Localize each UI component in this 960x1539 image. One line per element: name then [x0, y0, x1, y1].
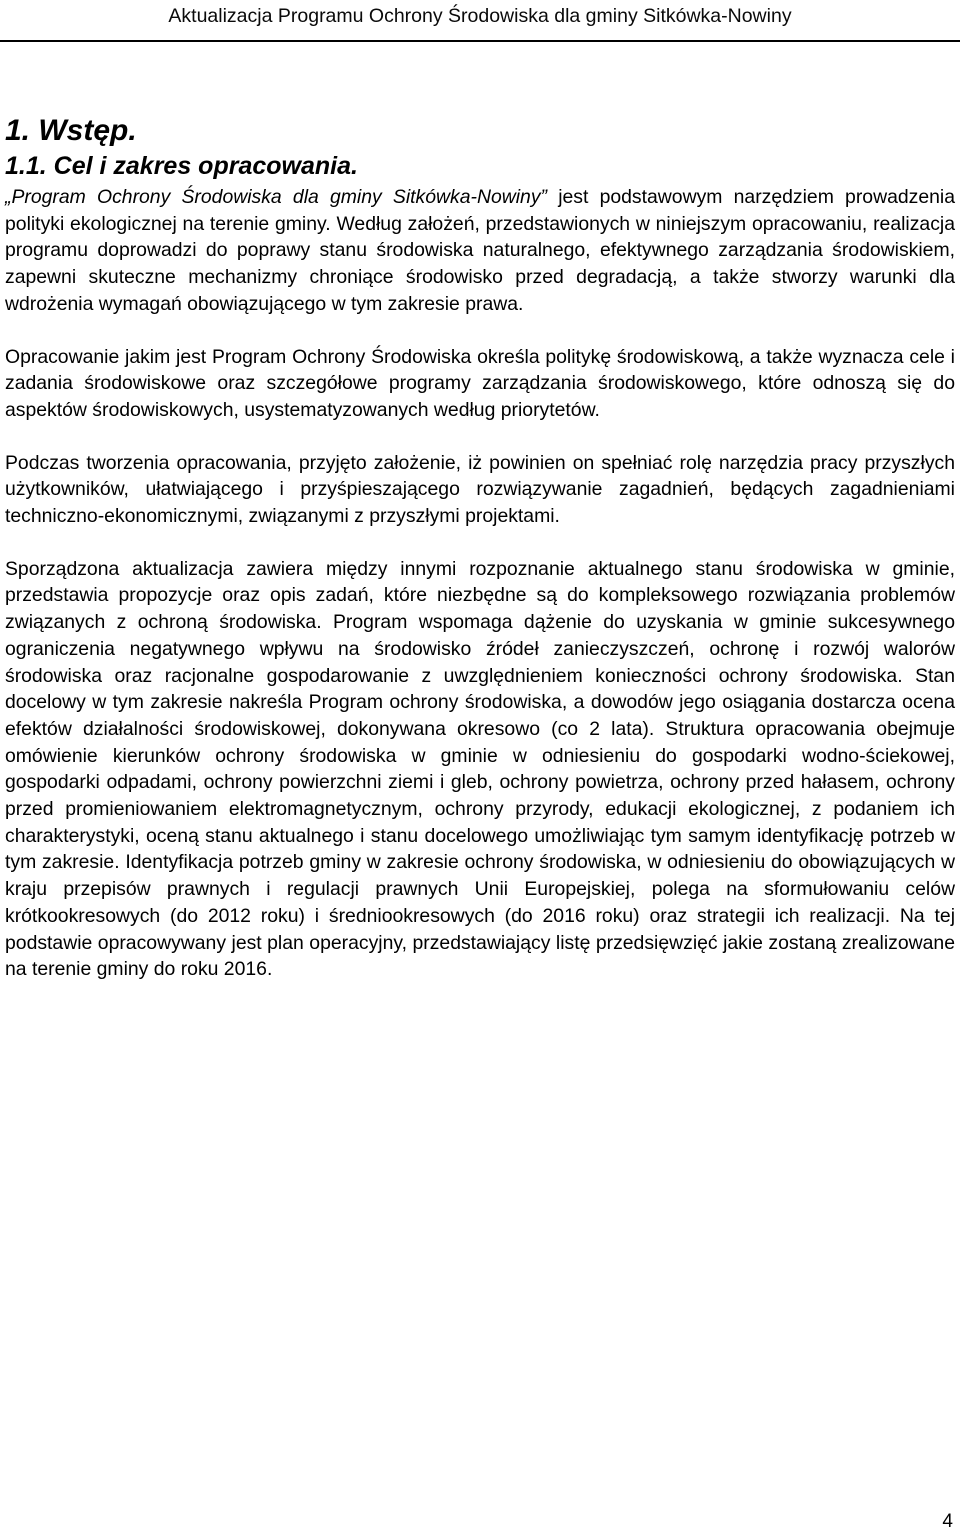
- program-title-quote: „Program Ochrony Środowiska dla gminy Sitkówka-Nowiny”: [5, 186, 547, 208]
- document-body: [5, 112, 955, 1009]
- section-heading: 1.1. Cel i zakres opracowania.: [5, 152, 358, 180]
- paragraph-2: Opracowanie jakim jest Program Ochrony Środowiska określa politykę środowiskową, a także wyznacza cele i zadania środowiskowe oraz szczegółowe programy zarządzania środowiskowego, które odnoszą się do aspektów środowiskowych, usystematyzowanych według priorytetów.: [5, 345, 955, 421]
- running-header: Aktualizacja Programu Ochrony Środowiska dla gminy Sitkówka-Nowiny: [168, 5, 792, 27]
- paragraph-1: [5, 184, 955, 318]
- chapter-heading: 1. Wstęp.: [5, 114, 137, 147]
- paragraph-4: Sporządzona aktualizacja zawiera między innymi rozpoznanie aktualnego stanu środowiska w gminie, przedstawia propozycje oraz opis zadań, które niezbędne są do kompleksowego rozwiązania problemów związanych z ochroną środowiska. Program wspomaga dążenie do uzyskania w gminie sukcesywnego ograniczenia negatywnego wpływu na środowisko źródeł zanieczyszczeń, ochronę i rozwój walorów środowiska oraz racjonalne gospodarowanie z uwzględnieniem konieczności ochrony środowiska. Stan docelowy w tym zakresie nakreśla Program ochrony środowiska, a dowodów jego osiągania dostarcza ocena efektów działalności środowiskowej, dokonywana okresowo (co 2 lata). Struktura opracowania obejmuje omówienie kierunków ochrony środowiska w gminie w odniesieniu do gospodarki wodno-ściekowej, gospodarki odpadami, ochrony powierzchni ziemi i gleb, ochrony powietrza, ochrony przed hałasem, ochrony przed promieniowaniem elektromagnetycznym, ochrony przyrody, edukacji ekologicznej, z podaniem ich charakterystyki, oceną stanu aktualnego i stanu docelowego umożliwiając tym samym identyfikację potrzeb w tym zakresie. Identyfikacja potrzeb gminy w zakresie ochrony środowiska, w odniesieniu do obowiązujących w kraju przepisów prawnych i regulacji prawnych Unii Europejskiej, polega na sformułowaniu celów krótkookresowych (do 2012 roku) i średniookresowych (do 2016 roku) oraz strategii ich realizacji. Na tej podstawie opracowywany jest plan operacyjny, przedstawiający listę przedsięwzięć jakie zostaną zrealizowane na terenie gminy do roku 2016.: [5, 557, 955, 981]
- paragraph-1-text: jest podstawowym narzędziem prowadzenia polityki ekologicznej na terenie gminy. Według założeń, przedstawionych w niniejszym opracowaniu, realizacja programu doprowadzi do poprawy stanu środowiska naturalnego, efektywnego zarządzania środowiskiem, zapewni skuteczne mechanizmy chroniące środowisko przed degradacją, a także stworzy warunki dla wdrożenia wymagań obowiązującego w tym zakresie prawa.: [5, 186, 956, 315]
- paragraph-3: Podczas tworzenia opracowania, przyjęto założenie, iż powinien on spełniać rolę narzędzia pracy przyszłych użytkowników, ułatwiającego i przyśpieszającego rozwiązywanie zagadnień, będących zagadnieniami techniczno-ekonomicznymi, związanymi z przyszłymi projektami.: [5, 451, 955, 528]
- header-divider: [0, 40, 960, 42]
- page-number: 4: [942, 1511, 953, 1532]
